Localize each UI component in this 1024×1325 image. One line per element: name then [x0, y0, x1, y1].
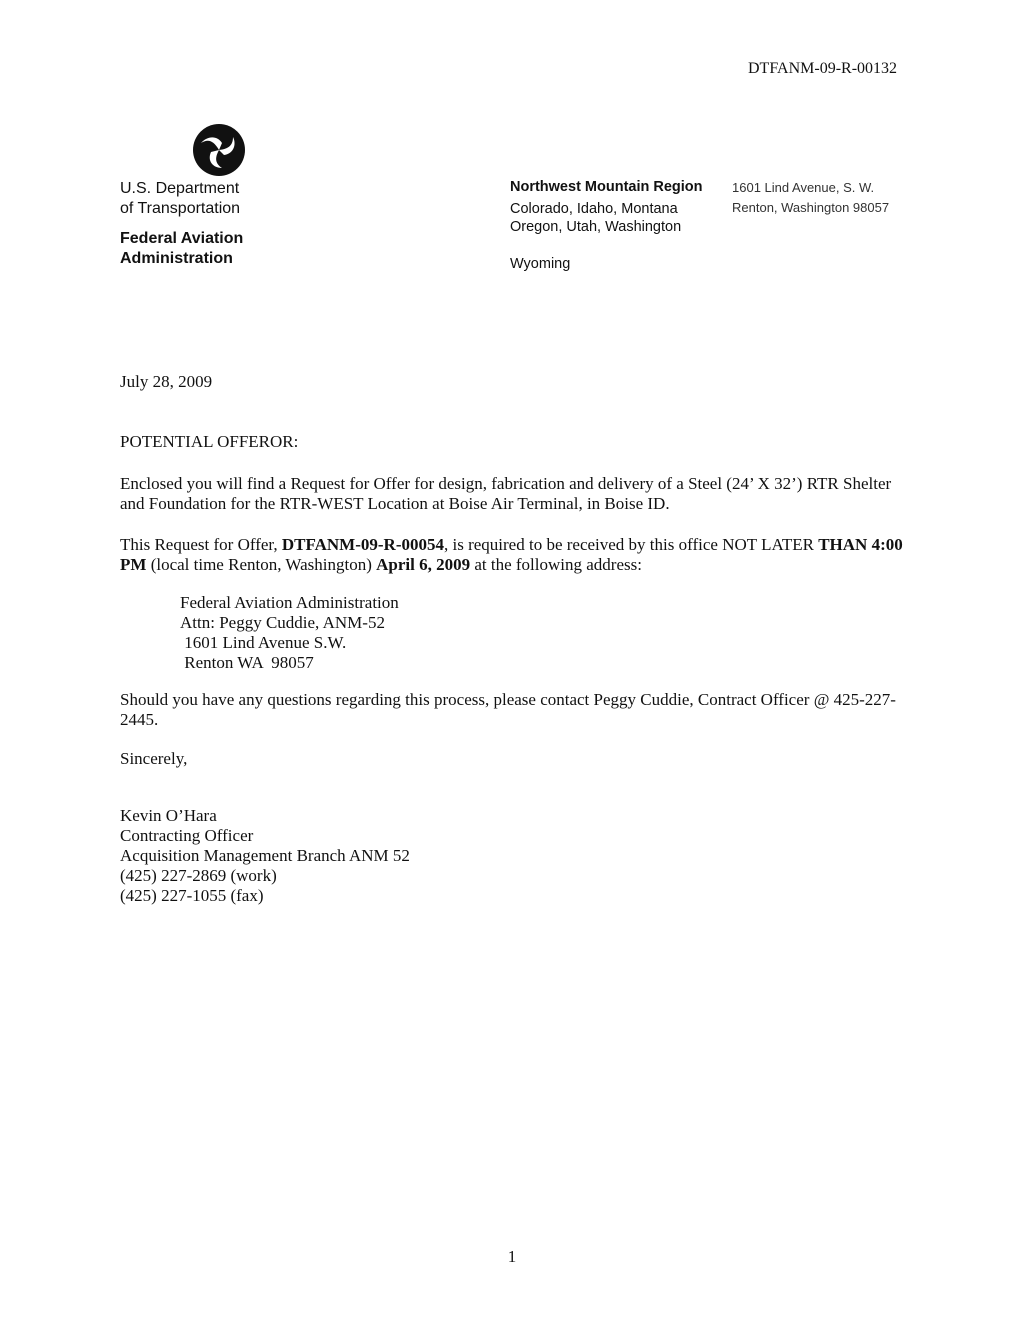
page-number: 1 [507, 1247, 517, 1266]
agency-dept-line1: U.S. Department [120, 180, 240, 197]
office-address [732, 178, 889, 217]
request-text-4: at the following address: [470, 555, 642, 574]
region-block [510, 178, 703, 273]
agency-faa-line1: Federal Aviation [120, 230, 244, 247]
office-address-line2: Renton, Washington 98057 [732, 199, 890, 215]
paragraph-enclosed: Enclosed you will find a Request for Offer for design, fabrication and delivery of a Steel (24’ X 32’) RTR Shelter and Foundation for the RTR-WEST Location at Boise Air Terminal, in Boise ID. [120, 474, 892, 513]
region-states-line3: Wyoming [510, 255, 571, 272]
signature-block [120, 806, 410, 906]
signer-phone-work: (425) 227-2869 (work) [120, 866, 277, 885]
office-address-line1: 1601 Lind Avenue, S. W. [732, 180, 875, 195]
region-spacer [510, 237, 703, 255]
region-title: Northwest Mountain Region [510, 179, 703, 195]
deadline-date: April 6, 2009 [376, 555, 471, 574]
request-text-2: , is required to be received by this office NOT LATER [444, 535, 819, 554]
mailing-address-line2: Attn: Peggy Cuddie, ANM-52 [180, 613, 385, 632]
request-text-1: This Request for Offer, [120, 535, 282, 554]
deadline-time: THAN 4:00 PM [120, 535, 903, 574]
paragraph-request [120, 535, 910, 575]
letter-date: July 28, 2009 [120, 372, 213, 391]
agency-dept-line2: of Transportation [120, 200, 241, 217]
mailing-address [180, 593, 399, 673]
agency-faa [120, 229, 243, 269]
mailing-address-line3: 1601 Lind Avenue S.W. [180, 633, 347, 652]
salutation: POTENTIAL OFFEROR: [120, 432, 299, 451]
signer-title: Contracting Officer [120, 826, 254, 845]
region-states-line2: Oregon, Utah, Washington [510, 219, 682, 235]
mailing-address-line1: Federal Aviation Administration [180, 593, 399, 612]
closing: Sincerely, [120, 749, 188, 768]
paragraph-questions: Should you have any questions regarding this process, please contact Peggy Cuddie, Contract Officer @ 425-227-2445. [120, 690, 896, 729]
region-states-line1: Colorado, Idaho, Montana [510, 200, 678, 217]
signer-name: Kevin O’Hara [120, 806, 217, 825]
rfo-number: DTFANM-09-R-00054 [281, 535, 444, 554]
mailing-address-line4: Renton WA 98057 [180, 653, 314, 672]
dot-triskelion-logo-icon [192, 123, 246, 177]
agency-faa-line2: Administration [120, 250, 233, 267]
request-text-3: (local time Renton, Washington) [146, 555, 377, 574]
agency-department [120, 179, 240, 219]
document-number: DTFANM-09-R-00132 [748, 60, 898, 77]
signer-phone-fax: (425) 227-1055 (fax) [120, 886, 264, 905]
signer-branch: Acquisition Management Branch ANM 52 [120, 846, 410, 865]
